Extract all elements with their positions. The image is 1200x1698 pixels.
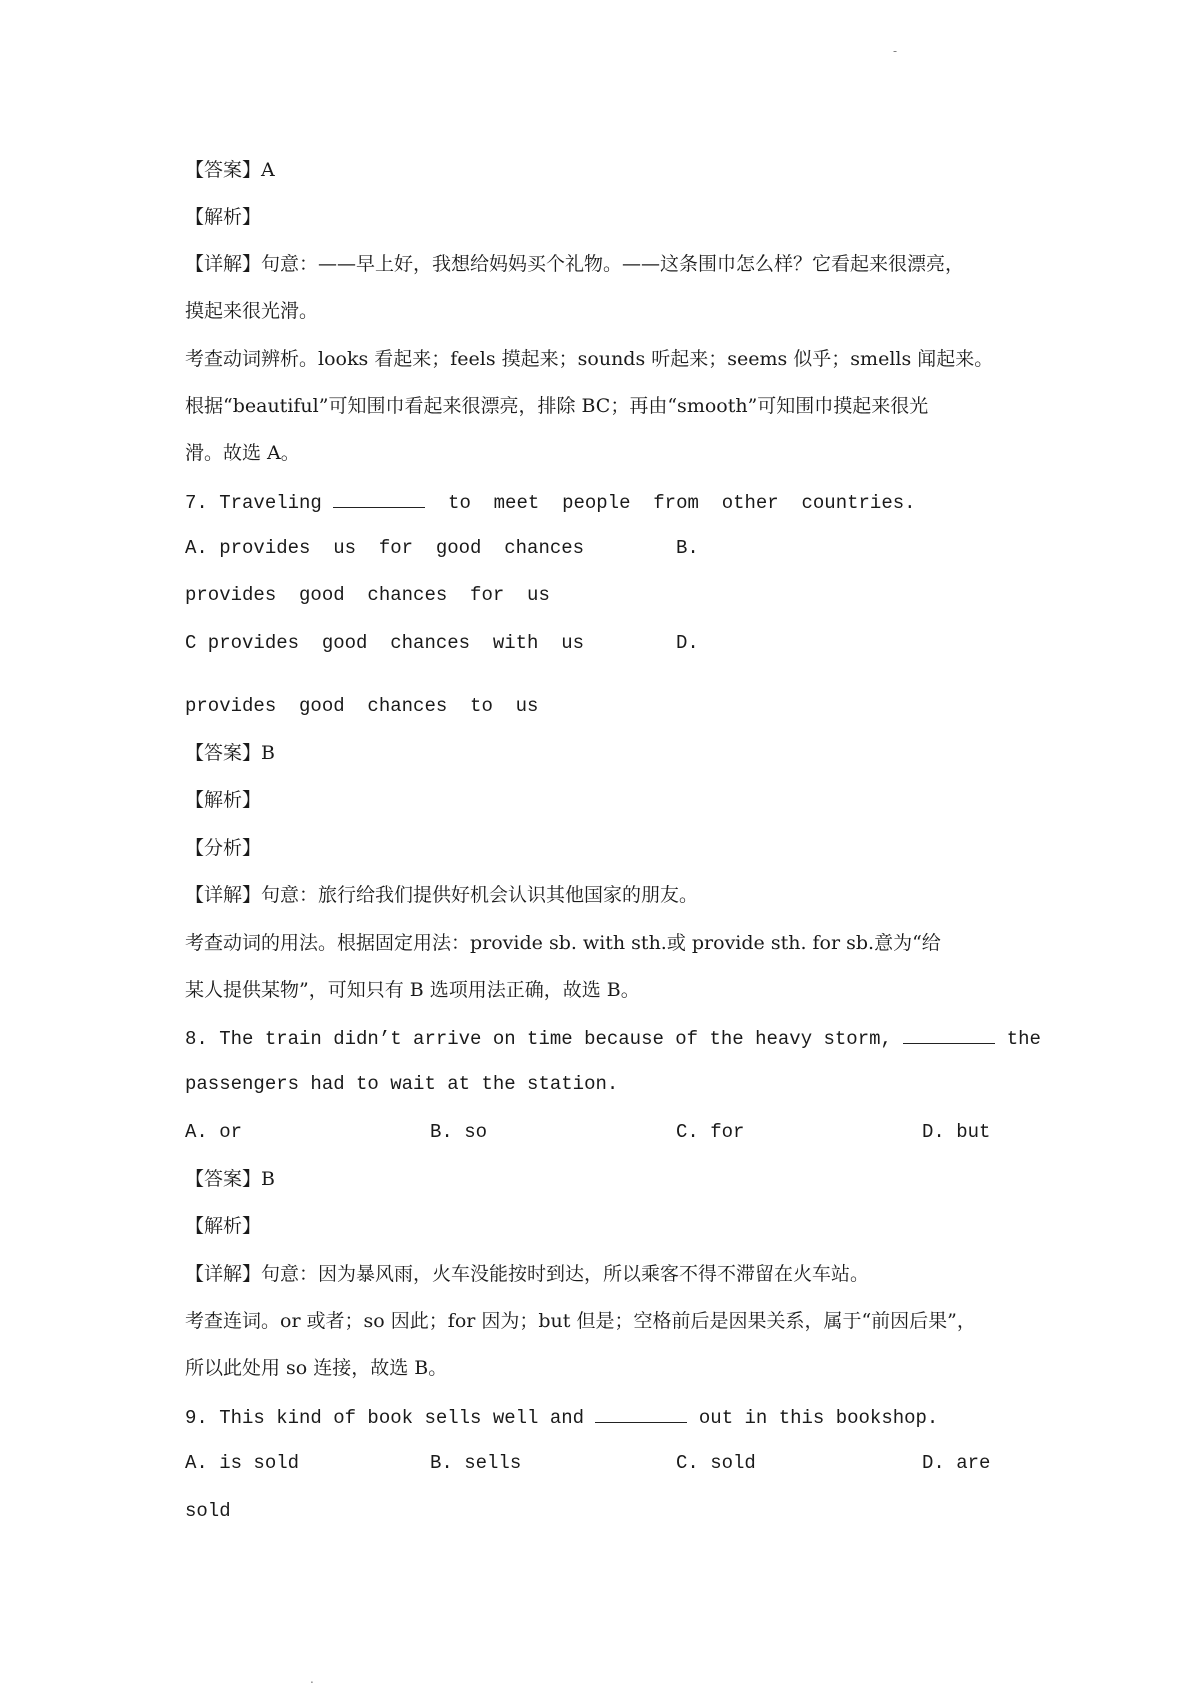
q8-explanation-line-2: 所以此处用 so 连接，故选 B。 (185, 1357, 448, 1379)
q8-stem-part-1: 8. The train didn’t arrive on time because of the heavy storm, (185, 1028, 892, 1050)
q9-option-d: D. are (922, 1452, 991, 1474)
q7-option-a: A. provides us for good chances (185, 537, 585, 559)
q8-stem-part-2: the (1006, 1028, 1041, 1050)
q9-option-d-continued: sold (185, 1500, 231, 1522)
q8-explanation-line-1: 考查连词。or 或者；so 因此；for 因为；but 但是；空格前后是因果关系，属于“前因后果”， (185, 1310, 976, 1332)
q7-explanation-line-1: 考查动词的用法。根据固定用法：provide sb. with sth.或 provide sth. for sb.意为“给 (185, 932, 941, 954)
q7-option-b-label: B. (676, 537, 699, 559)
q7-option-d-label: D. (676, 632, 699, 654)
q9-stem-part-1: 9. This kind of book sells well and (185, 1407, 585, 1429)
q9-option-c: C. sold (676, 1452, 756, 1474)
q8-stem-line-2: passengers had to wait at the station. (185, 1073, 619, 1095)
q6-explanation-line-1: 考查动词辨析。looks 看起来；feels 摸起来；sounds 听起来；seems 似乎；smells 闻起来。 (185, 348, 994, 370)
q8-option-d: D. but (922, 1121, 991, 1143)
q7-stem (185, 489, 916, 515)
q6-explanation-line-2: 根据“beautiful”可知围巾看起来很漂亮，排除 BC；再由“smooth”可知围巾摸起来很光 (185, 395, 929, 417)
q9-answer-blank (595, 1404, 687, 1423)
q7-explanation-line-2: 某人提供某物”，可知只有 B 选项用法正确，故选 B。 (185, 979, 640, 1001)
page-mark-top: - (893, 44, 898, 58)
q7-stem-part-2: to meet people from other countries. (448, 492, 916, 514)
q6-detail-line-1: 【详解】句意：——早上好，我想给妈妈买个礼物。——这条围巾怎么样？它看起来很漂亮， (185, 253, 965, 275)
page-mark-bottom: . (310, 1672, 314, 1686)
q8-answer: 【答案】B (185, 1168, 275, 1190)
q8-option-c: C. for (676, 1121, 745, 1143)
q6-answer: 【答案】A (185, 159, 275, 181)
q7-stem-part-1: 7. Traveling (185, 492, 322, 514)
q8-option-b: B. so (430, 1121, 488, 1143)
q7-analysis-heading: 【解析】 (185, 789, 262, 811)
q9-stem-part-2: out in this bookshop. (698, 1407, 939, 1429)
q7-answer: 【答案】B (185, 742, 275, 764)
q8-stem-line-1 (185, 1025, 1041, 1051)
q7-option-c: C provides good chances with us (185, 632, 585, 654)
q8-detail: 【详解】句意：因为暴风雨，火车没能按时到达，所以乘客不得不滞留在火车站。 (185, 1263, 870, 1285)
q6-analysis-heading: 【解析】 (185, 206, 262, 228)
q6-detail-line-2: 摸起来很光滑。 (185, 300, 319, 322)
q7-option-d-text: provides good chances to us (185, 695, 539, 717)
q9-stem (185, 1404, 938, 1430)
q6-explanation-line-3: 滑。故选 A。 (185, 442, 300, 464)
q8-option-a: A. or (185, 1121, 243, 1143)
q9-option-a: A. is sold (185, 1452, 300, 1474)
q8-answer-blank (903, 1025, 995, 1044)
q7-fenxi-heading: 【分析】 (185, 837, 262, 859)
q7-answer-blank (333, 489, 425, 508)
q8-analysis-heading: 【解析】 (185, 1215, 262, 1237)
q9-option-b: B. sells (430, 1452, 522, 1474)
q7-option-b-text: provides good chances for us (185, 584, 550, 606)
q7-detail: 【详解】句意：旅行给我们提供好机会认识其他国家的朋友。 (185, 884, 699, 906)
